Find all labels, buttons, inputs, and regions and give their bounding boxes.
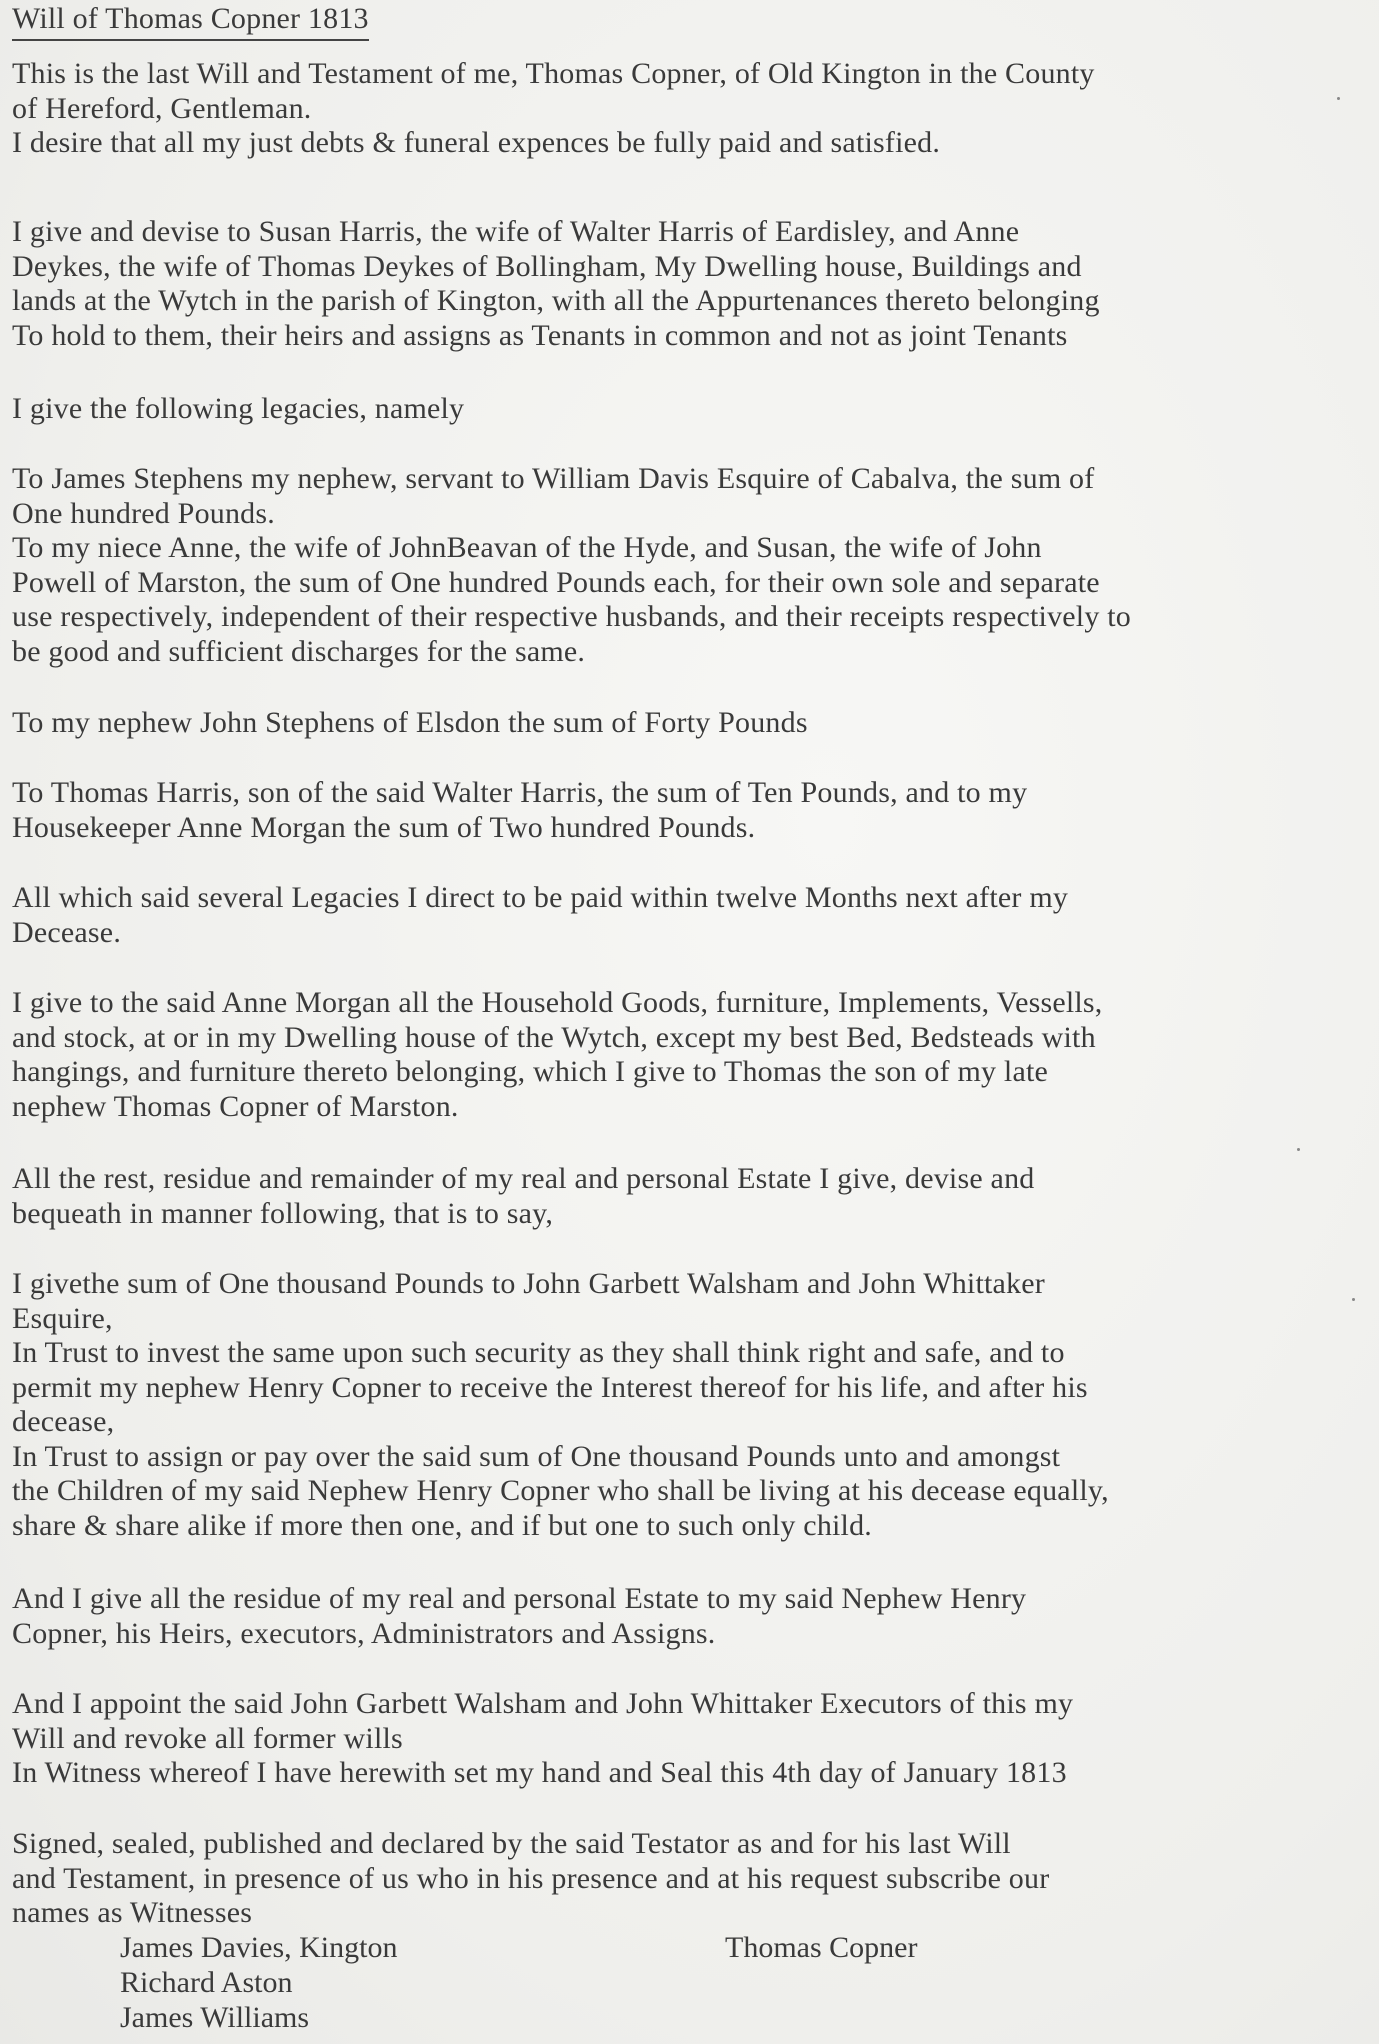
paragraph-devise <box>12 215 1372 353</box>
text-line: use respectively, independent of their respective husbands, and their receipts respectively to <box>12 600 1131 633</box>
text-line: In Witness whereof I have herewith set my hand and Seal this 4th day of January 1813 <box>12 1756 1067 1789</box>
text-line: I give the following legacies, namely <box>12 392 465 425</box>
text-line: and stock, at or in my Dwelling house of the Wytch, except my best Bed, Bedsteads with <box>12 1020 1096 1054</box>
text-line: To James Stephens my nephew, servant to William Davis Esquire of Cabalva, the sum of <box>12 462 1095 495</box>
text-line: To my niece Anne, the wife of JohnBeavan of the Hyde, and Susan, the wife of John <box>12 531 1042 564</box>
text-line: I give and devise to Susan Harris, the wife of Walter Harris of Eardisley, and Anne <box>12 215 1020 248</box>
paragraph-legacies-paid <box>12 881 1372 950</box>
text-line: This is the last Will and Testament of me, Thomas Copner, of Old Kington in the County <box>12 57 1095 90</box>
text-line: bequeath in manner following, that is to say, <box>12 1196 554 1230</box>
text-line: And I appoint the said John Garbett Walsham and John Whittaker Executors of this my <box>12 1687 1074 1720</box>
paragraph-residue-henry <box>12 1582 1372 1651</box>
text-line: of Hereford, Gentleman. <box>12 91 312 125</box>
text-line: share & share alike if more then one, and if but one to such only child. <box>12 1508 872 1542</box>
paragraph-legacy-thomas <box>12 776 1372 845</box>
text-line: And I give all the residue of my real and personal Estate to my said Nephew Henry <box>12 1582 1027 1615</box>
testator-signature: Thomas Copner <box>725 1931 918 1964</box>
text-line: decease, <box>12 1405 115 1438</box>
paper-speck <box>1337 97 1340 100</box>
text-line: the Children of my said Nephew Henry Copner who shall be living at his decease equally, <box>12 1474 1109 1507</box>
paragraph-legacies-intro <box>12 392 1372 427</box>
text-line: All which said several Legacies I direct to be paid within twelve Months next after my <box>12 881 1069 914</box>
text-line: To Thomas Harris, son of the said Walter Harris, the sum of Ten Pounds, and to my <box>12 776 1028 809</box>
paper-speck <box>1352 1298 1355 1301</box>
document-title: Will of Thomas Copner 1813 <box>12 2 369 41</box>
text-line: Powell of Marston, the sum of One hundred Pounds each, for their own sole and separate <box>12 565 1100 599</box>
paragraph-signed <box>12 1827 1372 1931</box>
text-line: Housekeeper Anne Morgan the sum of Two hundred Pounds. <box>12 810 756 844</box>
paragraph-trust <box>12 1267 1372 1543</box>
witness-name: Richard Aston <box>120 1966 293 1999</box>
text-line: Will and revoke all former wills <box>12 1721 403 1755</box>
text-line: I give to the said Anne Morgan all the Household Goods, furniture, Implements, Vessells, <box>12 986 1103 1019</box>
text-line: In Trust to invest the same upon such security as they shall think right and safe, and to <box>12 1336 1065 1369</box>
witness-name: James Davies, Kington <box>120 1931 398 1964</box>
text-line: Copner, his Heirs, executors, Administrators and Assigns. <box>12 1616 716 1650</box>
witness-name: James Williams <box>120 2001 310 2034</box>
text-line: Esquire, <box>12 1301 113 1335</box>
paragraph-legacies-stephens <box>12 462 1372 669</box>
text-line: permit my nephew Henry Copner to receive the Interest thereof for his life, and after his <box>12 1370 1088 1404</box>
text-line: Decease. <box>12 915 122 949</box>
text-line: I desire that all my just debts & funeral expences be fully paid and satisfied. <box>12 126 941 159</box>
text-line: names as Witnesses <box>12 1896 253 1929</box>
paper-speck <box>1297 1148 1300 1151</box>
text-line: All the rest, residue and remainder of my real and personal Estate I give, devise and <box>12 1162 1035 1195</box>
text-line: Signed, sealed, published and declared by the said Testator as and for his last Will <box>12 1827 1011 1860</box>
text-line: To hold to them, their heirs and assigns as Tenants in common and not as joint Tenants <box>12 318 1068 352</box>
text-line: be good and sufficient discharges for the same. <box>12 634 586 668</box>
text-line: Deykes, the wife of Thomas Deykes of Bollingham, My Dwelling house, Buildings and <box>12 249 1082 283</box>
paragraph-legacy-john <box>12 706 1372 741</box>
paragraph-executors <box>12 1687 1372 1791</box>
text-line: To my nephew John Stephens of Elsdon the sum of Forty Pounds <box>12 706 808 739</box>
paragraph-intro <box>12 57 1372 161</box>
text-line: In Trust to assign or pay over the said sum of One thousand Pounds unto and amongst <box>12 1439 1061 1473</box>
paragraph-household <box>12 986 1372 1124</box>
text-line: I givethe sum of One thousand Pounds to John Garbett Walsham and John Whittaker <box>12 1267 1045 1300</box>
text-line: nephew Thomas Copner of Marston. <box>12 1089 459 1123</box>
paragraph-residue-intro <box>12 1162 1372 1231</box>
text-line: hangings, and furniture thereto belonging, which I give to Thomas the son of my late <box>12 1055 1049 1088</box>
text-line: One hundred Pounds. <box>12 496 275 530</box>
text-line: lands at the Wytch in the parish of Kington, with all the Appurtenances thereto belonging <box>12 284 1100 317</box>
text-line: and Testament, in presence of us who in his presence and at his request subscribe our <box>12 1861 1050 1895</box>
